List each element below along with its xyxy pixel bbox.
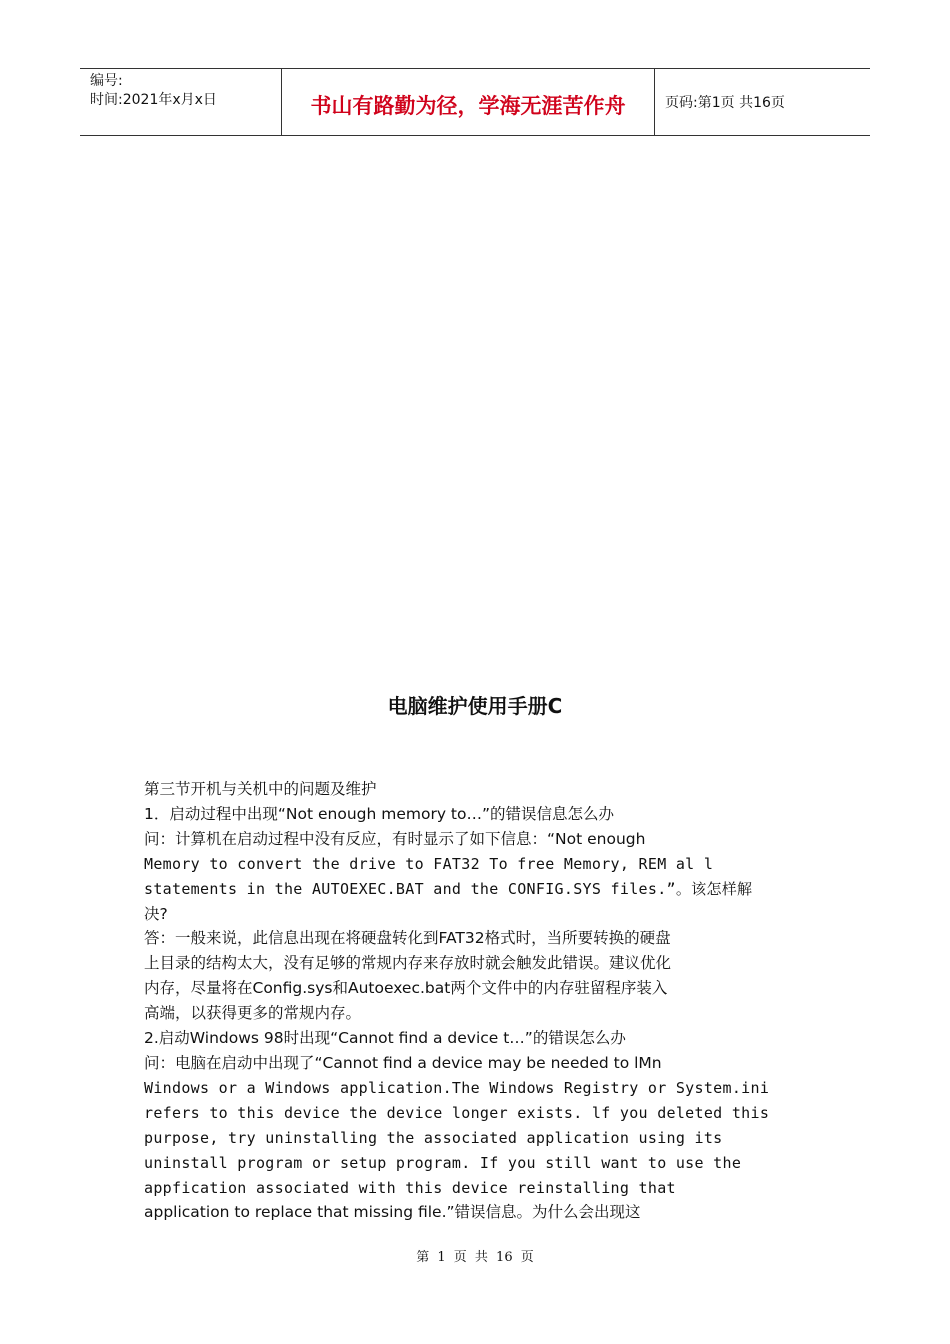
document-number-label: 编号: [90,73,123,89]
body-line: 高端，以获得更多的常规内存。 [144,1004,362,1023]
header-page-info: 页码:第1页 共16页 [665,95,785,111]
body-line: application to replace that missing file.”错误信息。为什么会出现这 [144,1203,641,1222]
body-line: 上目录的结构太大，没有足够的常规内存来存放时就会触发此错误。建议优化 [144,954,672,973]
body-line: Windows or a Windows application.The Windows Registry or System.ini [144,1078,770,1097]
body-line: 决? [144,904,168,923]
body-line: uninstall program or setup program. If you still want to use the [144,1153,742,1172]
question-heading-1: 1．启动过程中出现“Not enough memory to…”的错误信息怎么办 [144,804,615,823]
header-motto: 书山有路勤为径，学海无涯苦作舟 [282,69,655,135]
body-line: appfication associated with this device reinstalling that [144,1178,676,1197]
question-heading-2: 2.启动Windows 98时出现“Cannot find a device t…”的错误怎么办 [144,1029,626,1048]
page-header [80,68,870,136]
body-line: 问：计算机在启动过程中没有反应，有时显示了如下信息：“Not enough [144,829,646,848]
body-line: Memory to convert the drive to FAT32 To free Memory, REM al l [144,854,714,873]
body-line: 答：一般来说，此信息出现在将硬盘转化到FAT32格式时，当所要转换的硬盘 [144,929,671,948]
document-body [144,777,814,1225]
body-line: 内存，尽量将在Config.sys和Autoexec.bat两个文件中的内存驻留程序装入 [144,979,668,998]
section-heading: 第三节开机与关机中的问题及维护 [144,780,377,798]
body-line: refers to this device the device longer exists. lf you deleted this [144,1103,770,1122]
body-line: purpose, try uninstalling the associated application using its [144,1128,723,1147]
body-line: statements in the AUTOEXEC.BAT and the CONFIG.SYS files.”。该怎样解 [144,879,753,898]
body-line: 问：电脑在启动中出现了“Cannot find a device may be needed to lMn [144,1053,662,1072]
header-meta [80,69,282,135]
document-title: 电脑维护使用手册C [387,694,563,718]
page-footer: 第 1 页 共 16 页 [416,1250,534,1265]
document-time-label: 时间:2021年x月x日 [90,92,217,108]
